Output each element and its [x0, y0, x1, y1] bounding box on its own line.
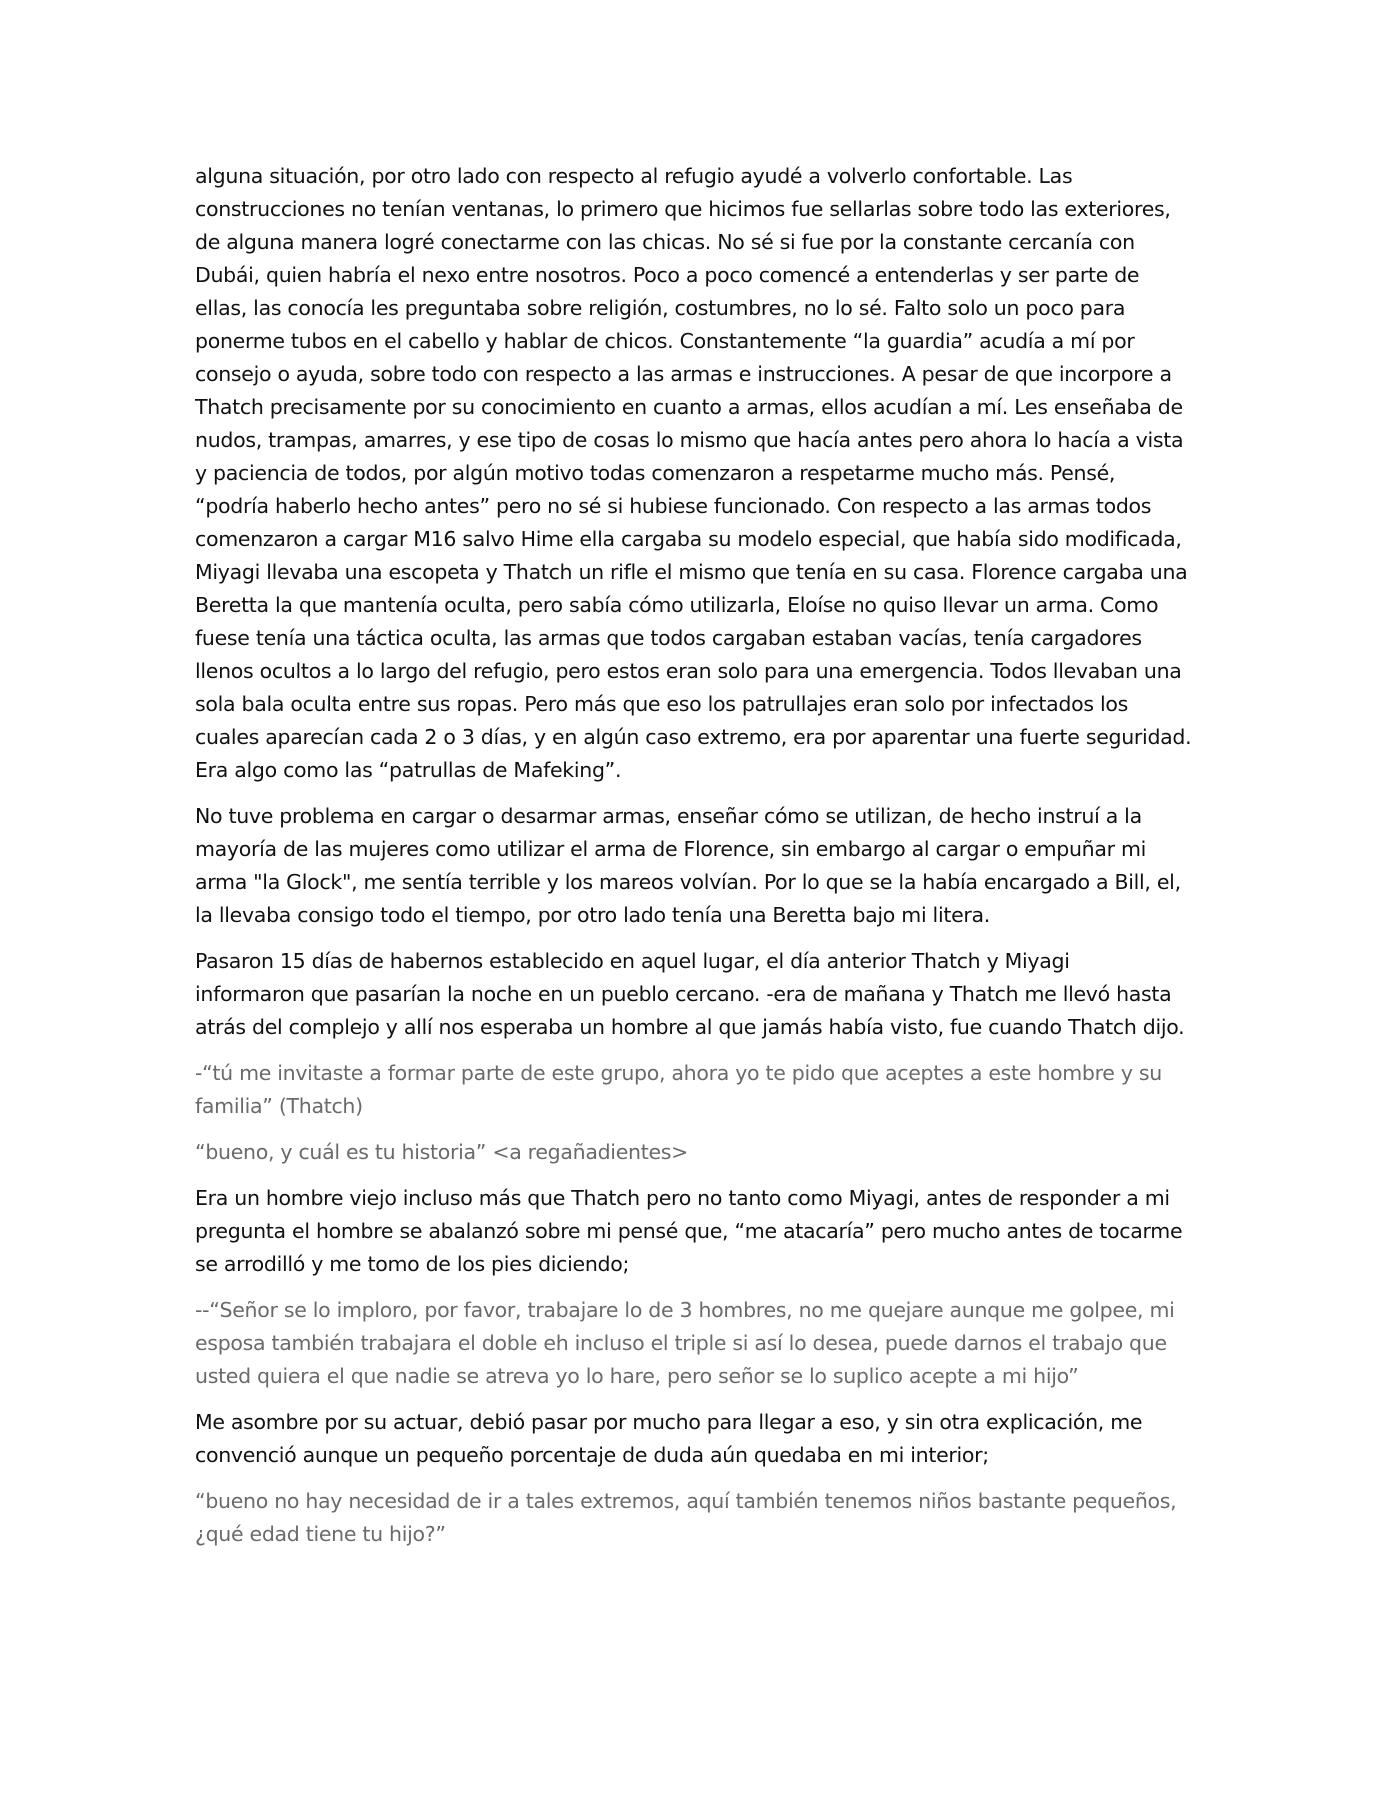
text-line: arma "la Glock", me sentía terrible y los mareos volvían. Por lo que se la había encargado a Bill, el,	[195, 870, 1181, 894]
text-line: ellas, las conocía les preguntaba sobre religión, costumbres, no lo sé. Falto solo un poco para	[195, 296, 1126, 320]
document-body	[195, 160, 1205, 1564]
text-line: Pasaron 15 días de habernos establecido en aquel lugar, el día anterior Thatch y Miyagi	[195, 949, 1070, 973]
narrative-paragraph	[195, 1182, 1205, 1281]
text-line: familia” (Thatch)	[195, 1094, 363, 1118]
text-line: ponerme tubos en el cabello y hablar de chicos. Constantemente “la guardia” acudía a mí por	[195, 329, 1135, 353]
text-line: -“tú me invitaste a formar parte de este grupo, ahora yo te pido que aceptes a este hombre y su	[195, 1061, 1162, 1085]
text-line: esposa también trabajara el doble eh incluso el triple si así lo desea, puede darnos el trabajo que	[195, 1331, 1167, 1355]
text-line: informaron que pasarían la noche en un pueblo cercano. -era de mañana y Thatch me llevó hasta	[195, 982, 1172, 1006]
text-line: llenos ocultos a lo largo del refugio, pero estos eran solo para una emergencia. Todos llevaban una	[195, 659, 1182, 683]
text-line: construcciones no tenían ventanas, lo primero que hicimos fue sellarlas sobre todo las exteriores,	[195, 197, 1171, 221]
text-line: No tuve problema en cargar o desarmar armas, enseñar cómo se utilizan, de hecho instruí a la	[195, 804, 1142, 828]
text-line: nudos, trampas, amarres, y ese tipo de cosas lo mismo que hacía antes pero ahora lo hacía a vista	[195, 428, 1184, 452]
text-line: ¿qué edad tiene tu hijo?”	[195, 1522, 446, 1546]
text-line: usted quiera el que nadie se atreva yo lo hare, pero señor se lo suplico acepte a mi hijo”	[195, 1364, 1079, 1388]
text-line: “podría haberlo hecho antes” pero no sé si hubiese funcionado. Con respecto a las armas todos	[195, 494, 1152, 518]
text-line: mayoría de las mujeres como utilizar el arma de Florence, sin embargo al cargar o empuñar mi	[195, 837, 1147, 861]
narrative-paragraph	[195, 1406, 1205, 1472]
text-line: “bueno, y cuál es tu historia” <a regañadientes>	[195, 1140, 689, 1164]
text-line: “bueno no hay necesidad de ir a tales extremos, aquí también tenemos niños bastante pequeños,	[195, 1489, 1177, 1513]
text-line: alguna situación, por otro lado con respecto al refugio ayudé a volverlo confortable. Las	[195, 164, 1073, 188]
text-line: fuese tenía una táctica oculta, las armas que todos cargaban estaban vacías, tenía cargadores	[195, 626, 1142, 650]
text-line: cuales aparecían cada 2 o 3 días, y en algún caso extremo, era por aparentar una fuerte seguridad.	[195, 725, 1192, 749]
dialogue-paragraph	[195, 1485, 1205, 1551]
text-line: Me asombre por su actuar, debió pasar por mucho para llegar a eso, y sin otra explicación, me	[195, 1410, 1143, 1434]
text-line: pregunta el hombre se abalanzó sobre mi pensé que, “me atacaría” pero mucho antes de tocarme	[195, 1219, 1183, 1243]
narrative-paragraph	[195, 160, 1205, 787]
dialogue-paragraph	[195, 1294, 1205, 1393]
text-line: Era algo como las “patrullas de Mafeking”.	[195, 758, 622, 782]
text-line: se arrodilló y me tomo de los pies diciendo;	[195, 1252, 630, 1276]
text-line: la llevaba consigo todo el tiempo, por otro lado tenía una Beretta bajo mi litera.	[195, 903, 991, 927]
text-line: Beretta la que mantenía oculta, pero sabía cómo utilizarla, Eloíse no quiso llevar un arma. Como	[195, 593, 1159, 617]
narrative-paragraph	[195, 800, 1205, 932]
text-line: --“Señor se lo imploro, por favor, trabajare lo de 3 hombres, no me quejare aunque me golpee, mi	[195, 1298, 1175, 1322]
dialogue-paragraph	[195, 1136, 1205, 1169]
text-line: de alguna manera logré conectarme con las chicas. No sé si fue por la constante cercanía con	[195, 230, 1135, 254]
text-line: convenció aunque un pequeño porcentaje de duda aún quedaba en mi interior;	[195, 1443, 989, 1467]
text-line: Thatch precisamente por su conocimiento en cuanto a armas, ellos acudían a mí. Les enseñaba de	[195, 395, 1183, 419]
text-line: comenzaron a cargar M16 salvo Hime ella cargaba su modelo especial, que había sido modificada,	[195, 527, 1182, 551]
text-line: y paciencia de todos, por algún motivo todas comenzaron a respetarme mucho más. Pensé,	[195, 461, 1116, 485]
dialogue-paragraph	[195, 1057, 1205, 1123]
text-line: consejo o ayuda, sobre todo con respecto a las armas e instrucciones. A pesar de que incorpore a	[195, 362, 1172, 386]
text-line: Era un hombre viejo incluso más que Thatch pero no tanto como Miyagi, antes de responder a mi	[195, 1186, 1170, 1210]
text-line: Miyagi llevaba una escopeta y Thatch un rifle el mismo que tenía en su casa. Florence cargaba una	[195, 560, 1188, 584]
text-line: Dubái, quien habría el nexo entre nosotros. Poco a poco comencé a entenderlas y ser parte de	[195, 263, 1140, 287]
narrative-paragraph	[195, 945, 1205, 1044]
text-line: atrás del complejo y allí nos esperaba un hombre al que jamás había visto, fue cuando Thatch dijo.	[195, 1015, 1185, 1039]
text-line: sola bala oculta entre sus ropas. Pero más que eso los patrullajes eran solo por infectados los	[195, 692, 1128, 716]
